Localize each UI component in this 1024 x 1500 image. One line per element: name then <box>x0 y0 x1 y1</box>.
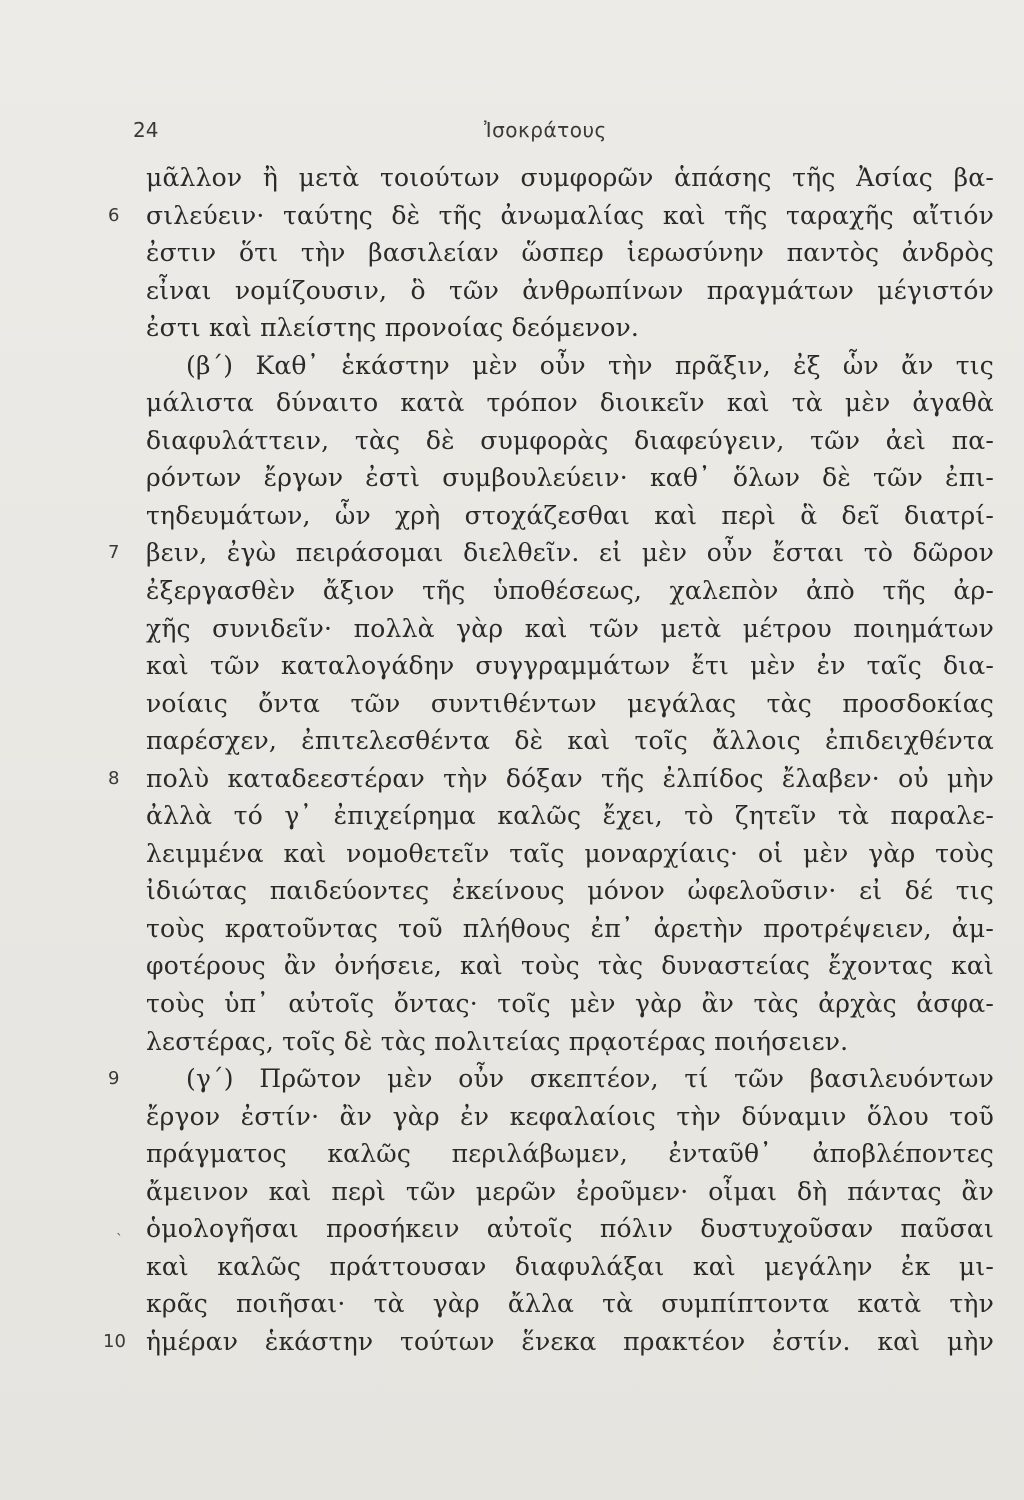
line-text: τηδευμάτων, ὧν χρὴ στοχάζεσθαι καὶ περὶ ἃ δεῖ διατρί- <box>146 500 994 530</box>
line-text: ἐστι καὶ πλείστης προνοίας δεόμενον. <box>146 313 640 343</box>
line-text: ρόντων ἔργων ἐστὶ συμβουλεύειν· καθ᾽ ὅλων δὲ τῶν ἐπι- <box>146 463 994 493</box>
text-line <box>0 347 1024 385</box>
text-line <box>0 872 1024 910</box>
line-text: διαφυλάττειν, τὰς δὲ συμφορὰς διαφεύγειν, τῶν ἀεὶ πα- <box>146 425 994 455</box>
margin-tick-mark: ˎ <box>116 1220 123 1237</box>
text-line <box>0 422 1024 460</box>
line-text: λειμμένα καὶ νομοθετεῖν ταῖς μοναρχίαις· οἱ μὲν γὰρ τοὺς <box>146 838 994 868</box>
line-text: ἰδιώτας παιδεύοντες ἐκείνους μόνον ὠφελοῦσιν· εἰ δέ τις <box>146 876 994 906</box>
text-line <box>0 1060 1024 1098</box>
line-text: χῆς συνιδεῖν· πολλὰ γὰρ καὶ τῶν μετὰ μέτρου ποιημάτων <box>146 613 994 643</box>
line-text: εἶναι νομίζουσιν, ὃ τῶν ἀνθρωπίνων πραγμάτων μέγιστόν <box>146 275 994 305</box>
line-text: ἡμέραν ἑκάστην τούτων ἕνεκα πρακτέον ἐστίν. καὶ μὴν <box>146 1326 994 1356</box>
line-text: καὶ καλῶς πράττουσαν διαφυλάξαι καὶ μεγάλην ἐκ μι- <box>146 1251 994 1281</box>
section-number: 6 <box>108 204 120 226</box>
paragraph-start: (γ΄) Πρῶτον μὲν οὖν σκεπτέον, τί τῶν βασιλευόντων <box>186 1064 994 1094</box>
text-line <box>0 1173 1024 1211</box>
line-text: λεστέρας, τοῖς δὲ τὰς πολιτείας πρᾳοτέρας ποιήσειεν. <box>146 1026 849 1056</box>
line-text: πολὺ καταδεεστέραν τὴν δόξαν τῆς ἐλπίδος ἔλαβεν· οὐ μὴν <box>146 763 994 793</box>
running-head <box>0 118 1024 148</box>
text-line <box>0 1098 1024 1136</box>
text-line <box>0 910 1024 948</box>
text-line <box>0 1285 1024 1323</box>
text-line <box>0 947 1024 985</box>
line-text: σιλεύειν· ταύτης δὲ τῆς ἀνωμαλίας καὶ τῆς ταραχῆς αἴτιόν <box>146 200 994 230</box>
line-text: κρᾶς ποιῆσαι· τὰ γὰρ ἄλλα τὰ συμπίπτοντα κατὰ τὴν <box>146 1289 994 1319</box>
running-title: Ἰσοκράτους <box>484 118 607 142</box>
text-line <box>0 1210 1024 1248</box>
section-number: 10 <box>103 1330 126 1352</box>
text-line <box>0 309 1024 347</box>
text-line <box>0 534 1024 572</box>
text-line <box>0 1135 1024 1173</box>
text-line <box>0 647 1024 685</box>
text-line <box>0 1323 1024 1361</box>
text-line <box>0 1023 1024 1061</box>
text-line <box>0 384 1024 422</box>
line-text: μᾶλλον ἢ μετὰ τοιούτων συμφορῶν ἁπάσης τῆς Ἀσίας βα- <box>146 163 994 192</box>
text-line <box>0 1248 1024 1286</box>
line-text: βειν, ἐγὼ πειράσομαι διελθεῖν. εἰ μὲν οὖν ἔσται τὸ δῶρον <box>146 538 994 568</box>
text-line <box>0 272 1024 310</box>
line-text: ἐστιν ὅτι τὴν βασιλείαν ὥσπερ ἱερωσύνην παντὸς ἀνδρὸς <box>146 238 994 268</box>
line-text: φοτέρους ἂν ὀνήσειε, καὶ τοὺς τὰς δυναστείας ἔχοντας καὶ <box>146 951 994 981</box>
line-text: τοὺς ὑπ᾽ αὐτοῖς ὄντας· τοῖς μὲν γὰρ ἂν τὰς ἀρχὰς ἀσφα- <box>146 989 994 1019</box>
text-line <box>0 234 1024 272</box>
text-line <box>0 685 1024 723</box>
page-number: 24 <box>133 118 159 142</box>
line-text: ἐξεργασθὲν ἄξιον τῆς ὑποθέσεως, χαλεπὸν ἀπὸ τῆς ἀρ- <box>146 576 994 606</box>
line-text: παρέσχεν, ἐπιτελεσθέντα δὲ καὶ τοῖς ἄλλοις ἐπιδειχθέντα <box>146 726 994 756</box>
text-line <box>0 610 1024 648</box>
text-line <box>0 835 1024 873</box>
text-line <box>0 797 1024 835</box>
section-number: 7 <box>108 542 120 564</box>
line-text: καὶ τῶν καταλογάδην συγγραμμάτων ἔτι μὲν ἐν ταῖς δια- <box>146 651 994 681</box>
line-text: ἀλλὰ τό γ᾽ ἐπιχείρημα καλῶς ἔχει, τὸ ζητεῖν τὰ παραλε- <box>146 801 994 831</box>
line-text: νοίαις ὄντα τῶν συντιθέντων μεγάλας τὰς προσδοκίας <box>146 688 994 718</box>
text-line <box>0 459 1024 497</box>
section-number: 8 <box>108 767 120 789</box>
text-line <box>0 572 1024 610</box>
text-line <box>0 760 1024 798</box>
text-line <box>0 985 1024 1023</box>
paragraph-start: (β΄) Καθ᾽ ἑκάστην μὲν οὖν τὴν πρᾶξιν, ἐξ ὧν ἄν τις <box>186 350 994 380</box>
line-text: ὁμολογῆσαι προσήκειν αὐτοῖς πόλιν δυστυχοῦσαν παῦσαι <box>146 1214 994 1244</box>
line-text: τοὺς κρατοῦντας τοῦ πλήθους ἐπ᾽ ἀρετὴν προτρέψειεν, ἀμ- <box>146 913 994 943</box>
line-text: ἔργον ἐστίν· ἂν γὰρ ἐν κεφαλαίοις τὴν δύναμιν ὅλου τοῦ <box>146 1101 994 1131</box>
text-line <box>0 197 1024 235</box>
line-text: πράγματος καλῶς περιλάβωμεν, ἐνταῦθ᾽ ἀποβλέποντες <box>146 1139 994 1169</box>
line-text: μάλιστα δύναιτο κατὰ τρόπον διοικεῖν καὶ τὰ μὲν ἀγαθὰ <box>146 388 994 418</box>
section-number: 9 <box>108 1068 120 1090</box>
text-line <box>0 497 1024 535</box>
greek-text-body <box>0 159 1024 1361</box>
text-line <box>0 159 1024 197</box>
text-line <box>0 722 1024 760</box>
line-text: ἄμεινον καὶ περὶ τῶν μερῶν ἐροῦμεν· οἶμαι δὴ πάντας ἂν <box>146 1176 994 1206</box>
